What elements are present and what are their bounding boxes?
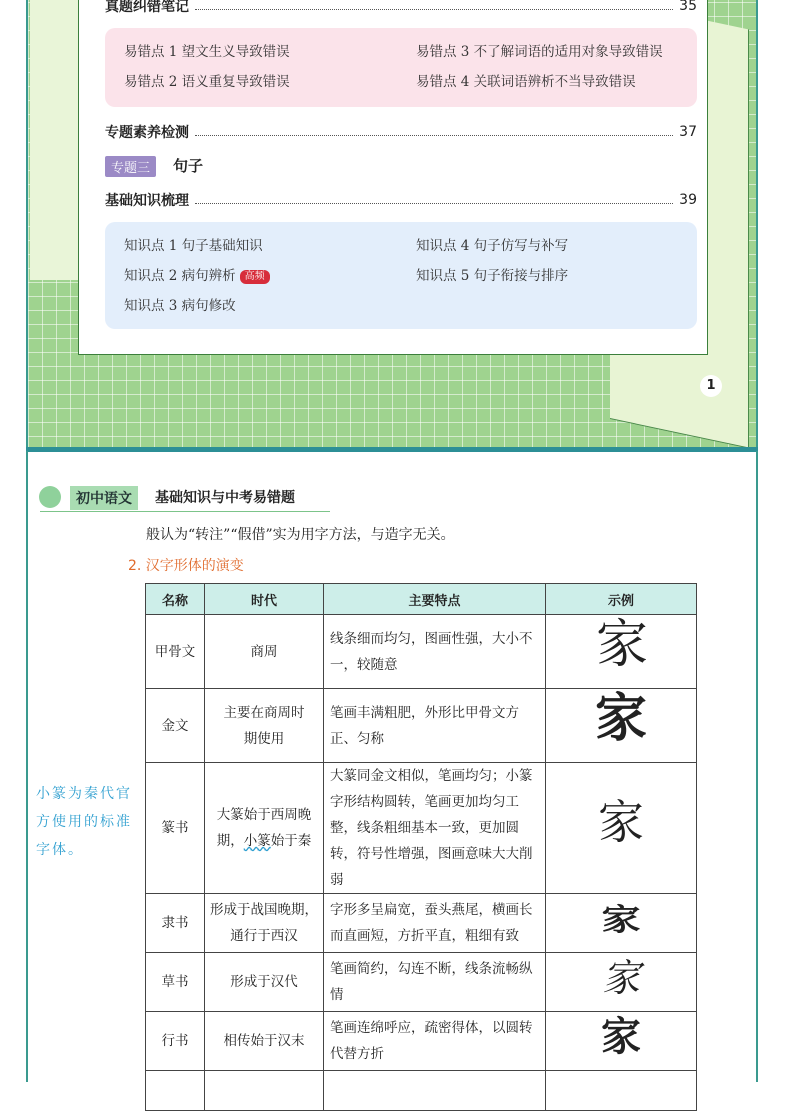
script-name: 甲骨文 [146, 615, 205, 689]
table-cell [546, 1071, 697, 1111]
era-text: 始于秦 [270, 833, 312, 849]
script-example-glyph [546, 615, 697, 689]
toc-page-number: 35 [679, 0, 697, 14]
script-example-glyph [546, 689, 697, 763]
toc-dots [195, 9, 673, 10]
script-name: 金文 [146, 689, 205, 763]
header-dot-icon [39, 486, 61, 508]
knowledge-point[interactable]: 知识点 1 句子基础知识 [124, 238, 263, 254]
script-feature: 线条细而均匀，图画性强，大小不一，较随意 [324, 615, 546, 689]
page-number-badge: 1 [700, 375, 722, 397]
script-feature: 字形多呈扁宽，蚕头燕尾，横画长而直画短，方折平直，粗细有致 [324, 894, 546, 953]
table-row [146, 763, 697, 894]
high-frequency-badge: 高频 [240, 270, 270, 284]
header-underline [40, 511, 330, 512]
script-era: 主要在商周时期使用 [205, 689, 324, 763]
table-row [146, 689, 697, 763]
era-highlight: 小篆 [243, 833, 271, 849]
toc-title: 基础知识梳理 [105, 193, 189, 209]
error-point[interactable]: 易错点 4 关联词语辨析不当导致错误 [416, 74, 636, 90]
script-era [205, 763, 324, 894]
script-era: 形成于战国晚期，通行于西汉 [205, 894, 324, 953]
script-example-glyph [546, 763, 697, 894]
script-example-glyph [546, 1012, 697, 1071]
table-cell [205, 1071, 324, 1111]
table-header-row [146, 584, 697, 615]
era-text: 大篆始于西周晚期， [216, 807, 312, 849]
error-points-box [105, 28, 697, 107]
section-title: 2. 汉字形体的演变 [128, 558, 244, 574]
table-row [146, 615, 697, 689]
table-row-cutoff [146, 1071, 697, 1111]
error-point[interactable]: 易错点 3 不了解词语的适用对象导致错误 [416, 44, 663, 60]
toc-page-number: 37 [679, 124, 697, 140]
knowledge-points-box [105, 222, 697, 329]
example-glyph: 家 [601, 1012, 641, 1060]
script-name: 草书 [146, 953, 205, 1012]
toc-page-number: 39 [679, 192, 697, 208]
script-feature: 笔画丰满粗肥，外形比甲骨文方正、匀称 [324, 689, 546, 763]
toc-row-correction-notes[interactable] [105, 0, 697, 16]
table-header: 示例 [546, 584, 697, 615]
knowledge-point[interactable]: 知识点 4 句子仿写与补写 [416, 238, 569, 254]
knowledge-point-label: 知识点 2 病句辨析 [124, 268, 236, 284]
script-name: 行书 [146, 1012, 205, 1071]
toc-row-basic-knowledge[interactable] [105, 190, 697, 210]
side-note: 小篆为秦代官方使用的标准字体。 [36, 786, 132, 858]
header-title: 基础知识与中考易错题 [155, 490, 295, 506]
script-feature: 笔画连绵呼应，疏密得体，以圆转代替方折 [324, 1012, 546, 1071]
table-header: 名称 [146, 584, 205, 615]
example-glyph: 家 [598, 795, 644, 849]
toc-title: 专题素养检测 [105, 125, 189, 141]
body-paragraph: 般认为“转注”“假借”实为用字方法，与造字无关。 [146, 527, 455, 543]
script-name: 篆书 [146, 763, 205, 894]
script-evolution-table [145, 583, 697, 1111]
table-row [146, 953, 697, 1012]
table-header: 主要特点 [324, 584, 546, 615]
script-era: 形成于汉代 [205, 953, 324, 1012]
toc-title: 真题纠错笔记 [105, 0, 189, 15]
script-era: 商周 [205, 615, 324, 689]
toc-row-quality-test[interactable] [105, 122, 697, 142]
script-example-glyph [546, 953, 697, 1012]
example-glyph: 家 [601, 955, 640, 1000]
script-example-glyph [546, 894, 697, 953]
error-point[interactable]: 易错点 1 望文生义导致错误 [124, 44, 290, 60]
toc-dots [195, 203, 673, 204]
subject-tag: 初中语文 [70, 486, 138, 510]
toc-dots [195, 135, 673, 136]
script-feature: 大篆同金文相似，笔画均匀；小篆字形结构圆转，笔画更加均匀工整，线条粗细基本一致，更加圆转，符号性增强，图画意味大大削弱 [324, 763, 546, 894]
knowledge-point[interactable]: 知识点 5 句子衔接与排序 [416, 268, 569, 284]
table-row [146, 1012, 697, 1071]
knowledge-point[interactable]: 知识点 3 病句修改 [124, 298, 236, 314]
script-era: 相传始于汉末 [205, 1012, 324, 1071]
table-cell [324, 1071, 546, 1111]
error-point[interactable]: 易错点 2 语义重复导致错误 [124, 74, 290, 90]
table-row [146, 894, 697, 953]
script-name: 隶书 [146, 894, 205, 953]
example-glyph: 家 [601, 902, 641, 938]
table-cell [146, 1071, 205, 1111]
script-feature: 笔画简约，勾连不断，线条流畅纵情 [324, 953, 546, 1012]
example-glyph: 家 [594, 688, 647, 749]
topic-name[interactable]: 句子 [173, 157, 204, 175]
knowledge-point[interactable] [124, 264, 270, 284]
table-header: 时代 [205, 584, 324, 615]
example-glyph: 家 [595, 615, 646, 675]
topic-tag: 专题三 [105, 156, 156, 177]
